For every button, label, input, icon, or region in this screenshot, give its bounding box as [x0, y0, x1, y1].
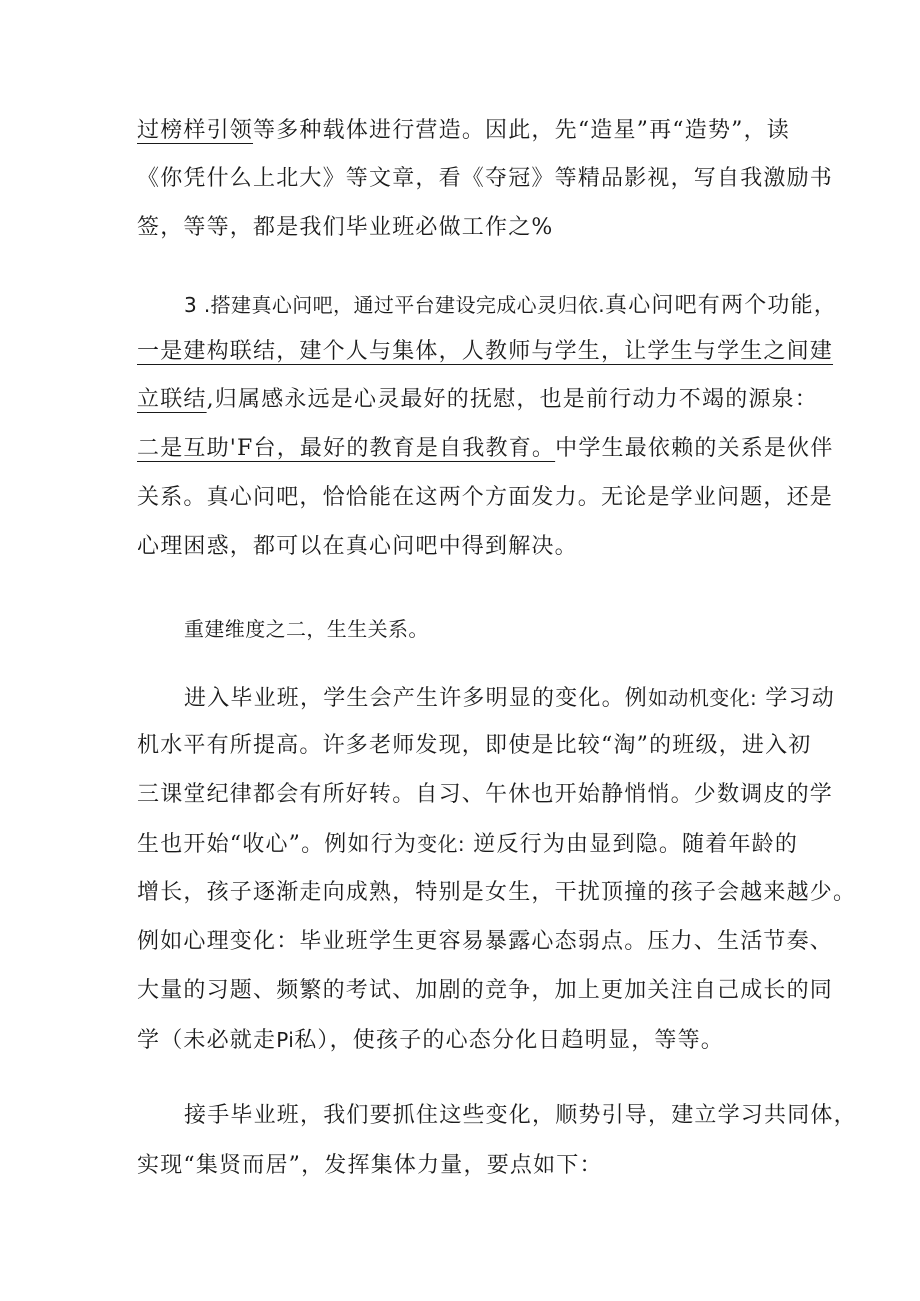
- para3-line7: 大量的习题、频繁的考试、加剧的竞争，加上更加关注自己成长的同: [137, 978, 834, 1003]
- para3-line2: 机水平有所提高。许多老师发现，即使是比较“淘”的班级，进入初: [137, 733, 812, 758]
- para4-line1: 接手毕业班，我们要抓住这些变化，顺势引导，建立学习共同体，: [184, 1103, 857, 1128]
- para2-line2: [137, 337, 833, 367]
- para3-line8: 学（未必就走Pi私），使孩子的心态分化日趋明显，等等。: [137, 1028, 724, 1053]
- list-number: 3 .: [184, 293, 211, 317]
- para3-line6: 例如心理变化：毕业班学生更容易暴露心态弱点。压力、生活节奏、: [137, 929, 834, 954]
- underlined-phrase: 立联结: [137, 387, 207, 412]
- para1-line3: 签，等等，都是我们毕业班必做工作之%: [137, 215, 554, 240]
- section-subheading: 搭建真心问吧，通过平台建设完成心灵归依.: [210, 293, 605, 317]
- para2-line4: 二是互助'F台，最好的教育是自我教育。中学生最依赖的关系是伙伴: [137, 436, 834, 461]
- para2-line6: 心理困惑，都可以在真心问吧中得到解决。: [137, 534, 578, 559]
- para4-line2: 实现“集贤而居”，发挥集体力量，要点如下：: [137, 1153, 603, 1178]
- para3-line3: 三课堂纪律都会有所好转。自习、午休也开始静悄悄。少数调皮的学: [137, 782, 834, 807]
- para1-line1: 过榜样引领等多种载体进行营造。因此，先“造星”再“造势”，读: [137, 118, 791, 143]
- para3-line4: 生也开始“收心”。例如行为变化: 逆反行为由显到隐。随着年龄的: [137, 832, 799, 857]
- para3-line5: 增长，孩子逐渐走向成熟，特别是女生，干扰顶撞的孩子会越来越少。: [137, 880, 857, 905]
- section-heading: 重建维度之二，生生关系。: [184, 617, 429, 641]
- underlined-phrase: 一是建构联结，建个人与集体，人教师与学生，让学生与学生之间建: [137, 339, 834, 364]
- para1-line2: 《你凭什么上北大》等文章，看《夺冠》等精品影视，写自我激励书: [137, 166, 834, 191]
- underlined-phrase: 过榜样引领: [137, 118, 254, 143]
- para3-line1: 进入毕业班，学生会产生许多明显的变化。例如动机变化: 学习动: [184, 686, 835, 711]
- para2-line1: 3 .搭建真心问吧，通过平台建设完成心灵归依.真心问吧有两个功能，: [184, 293, 838, 318]
- para2-line5: 关系。真心问吧，恰恰能在这两个方面发力。无论是学业问题，还是: [137, 485, 834, 510]
- underlined-phrase: 二是互助'F台，最好的教育是自我教育。: [137, 436, 556, 461]
- para2-line3: 立联结,归属感永远是心灵最好的抚慰，也是前行动力不竭的源泉：: [137, 387, 819, 412]
